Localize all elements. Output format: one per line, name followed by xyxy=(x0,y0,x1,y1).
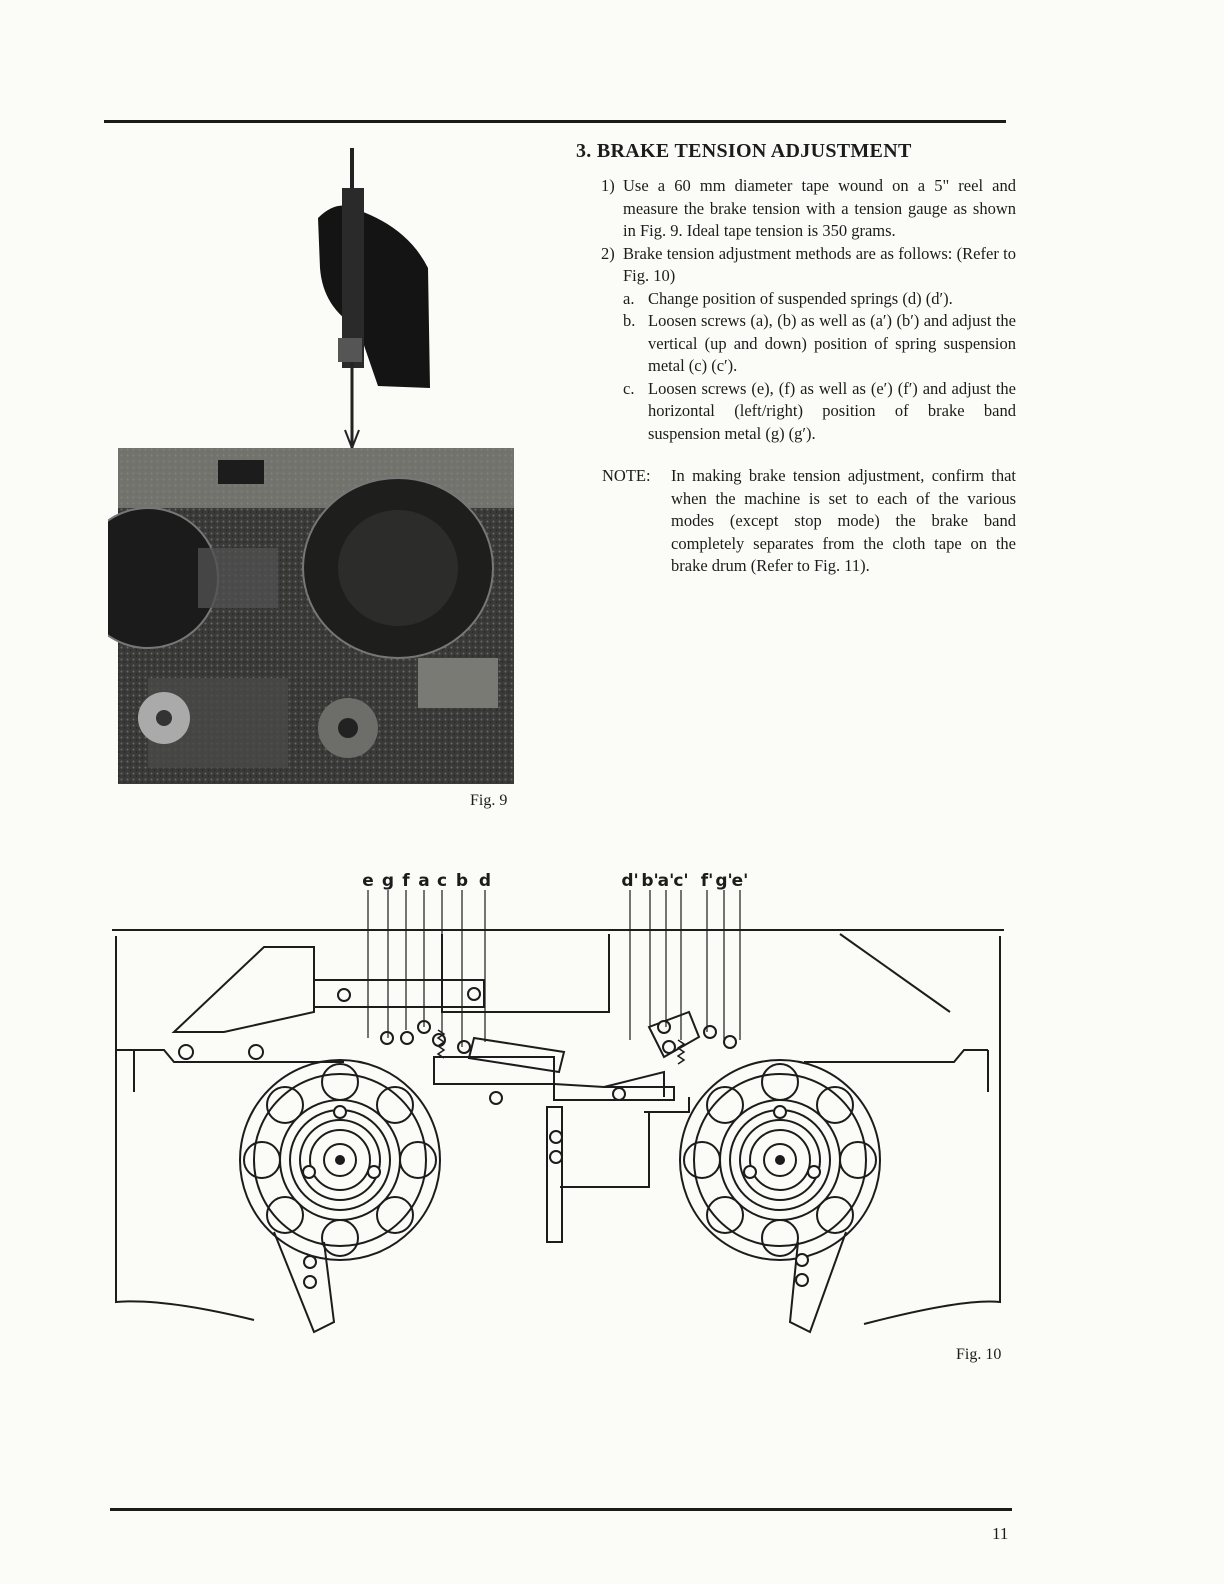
label-f-prime: f' xyxy=(700,871,714,891)
right-reel xyxy=(680,1060,880,1332)
step-2 xyxy=(576,243,1016,288)
substep-letter: c. xyxy=(623,378,635,398)
note-label: NOTE: xyxy=(602,466,651,485)
step-number: 2) xyxy=(601,243,615,263)
substep-text: Loosen screws (a), (b) as well as (a′) (b′) and adjust the vertical (up and down) position of spring suspension metal (c) (c′). xyxy=(648,311,1016,375)
substep-c xyxy=(576,378,1016,446)
note-text: In making brake tension adjustment, confirm that when the machine is set to each of the various modes (except stop mode) the brake band completely separates from the cloth tape on the brake drum (Refer to Fig. 11). xyxy=(671,466,1016,575)
label-c-prime: c' xyxy=(673,871,689,891)
label-b-prime: b' xyxy=(641,871,659,891)
substep-b xyxy=(576,310,1016,378)
step-text: Use a 60 mm diameter tape wound on a 5" reel and measure the brake tension with a tension gauge as shown in Fig. 9. Ideal tape tension is 350 grams. xyxy=(623,176,1016,240)
section-heading: 3. BRAKE TENSION ADJUSTMENT xyxy=(576,140,912,162)
label-a-prime: a' xyxy=(657,871,675,891)
label-g-prime: g' xyxy=(715,871,733,891)
label-f: f xyxy=(402,871,410,891)
substep-text: Loosen screws (e), (f) as well as (e′) (f′) and adjust the horizontal (left/right) position of brake band suspension metal (g) (g′). xyxy=(648,378,1016,443)
substep-letter: a. xyxy=(623,288,635,308)
fig9-photo xyxy=(108,148,518,788)
label-c: c xyxy=(436,871,448,891)
label-d-prime: d' xyxy=(621,871,639,891)
top-rule xyxy=(104,120,1006,123)
fig10-caption: Fig. 10 xyxy=(956,1346,1002,1363)
label-a: a xyxy=(418,871,430,891)
label-b: b xyxy=(455,871,469,891)
label-d: d xyxy=(478,871,492,891)
substep-letter: b. xyxy=(623,311,636,330)
label-e: e xyxy=(362,871,374,891)
step-1 xyxy=(576,175,1016,243)
step-number: 1) xyxy=(601,176,615,195)
hand-shape xyxy=(318,206,430,389)
fig9-caption: Fig. 9 xyxy=(470,792,508,809)
note-block xyxy=(576,465,1016,578)
left-reel xyxy=(240,1060,440,1332)
step-text: Brake tension adjustment methods are as follows: (Refer to Fig. 10) xyxy=(623,243,1016,285)
substep-text: Change position of suspended springs (d) (d′). xyxy=(648,288,953,308)
label-g: g xyxy=(381,871,395,891)
bottom-rule xyxy=(110,1508,1012,1511)
label-e-prime: e' xyxy=(731,871,749,891)
fig10-diagram xyxy=(104,862,1020,1342)
substep-a xyxy=(576,288,1016,311)
brake-tension-section xyxy=(576,140,1016,578)
page-number: 11 xyxy=(992,1524,1009,1543)
